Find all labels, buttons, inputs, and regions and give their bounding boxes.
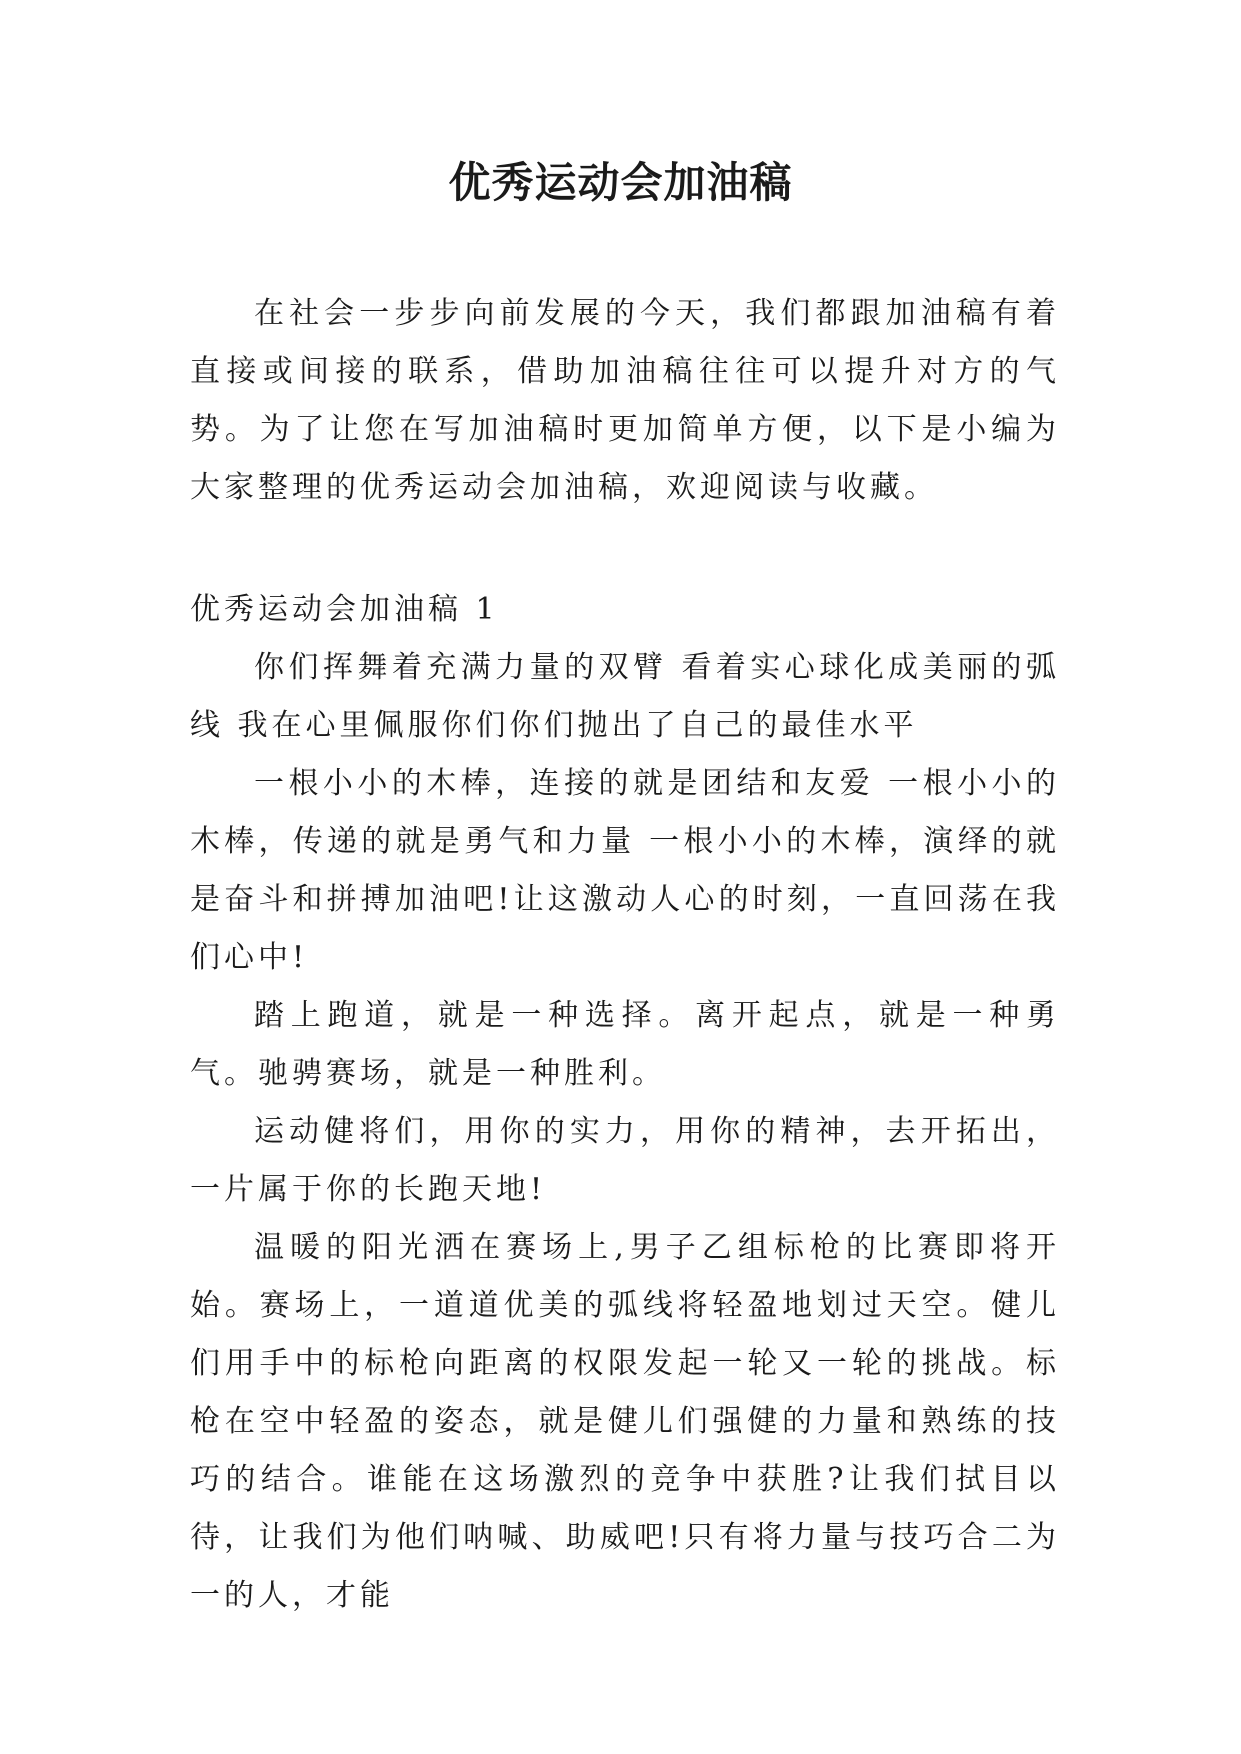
content-block <box>190 581 1060 1625</box>
document-title: 优秀运动会加油稿 <box>448 158 793 207</box>
section-title: 优秀运动会加油稿 1 <box>190 592 499 627</box>
intro-block <box>190 285 1060 517</box>
paragraph: 一根小小的木棒，连接的就是团结和友爱 一根小小的木棒，传递的就是勇气和力量 一根小小的木棒，演绎的就是奋斗和拼搏加油吧!让这激动人心的时刻，一直回荡在我们心中! <box>190 766 1060 975</box>
paragraph: 温暖的阳光洒在赛场上,男子乙组标枪的比赛即将开始。赛场上，一道道优美的弧线将轻盈地划过天空。健儿们用手中的标枪向距离的权限发起一轮又一轮的挑战。标枪在空中轻盈的姿态，就是健儿们强健的力量和熟练的技巧的结合。谁能在这场激烈的竞争中获胜?让我们拭目以待，让我们为他们呐喊、助威吧!只有将力量与技巧合二为一的人，才能 <box>190 1230 1060 1613</box>
intro-paragraph: 在社会一步步向前发展的今天，我们都跟加油稿有着直接或间接的联系，借助加油稿往往可以提升对方的气势。为了让您在写加油稿时更加简单方便，以下是小编为大家整理的优秀运动会加油稿，欢迎阅读与收藏。 <box>190 296 1060 505</box>
paragraph: 踏上跑道，就是一种选择。离开起点，就是一种勇气。驰骋赛场，就是一种胜利。 <box>190 998 1060 1091</box>
paragraph: 运动健将们，用你的实力，用你的精神，去开拓出，一片属于你的长跑天地! <box>190 1114 1060 1207</box>
paragraph: 你们挥舞着充满力量的双臂 看着实心球化成美丽的弧线 我在心里佩服你们你们抛出了自己的最佳水平 <box>190 650 1060 743</box>
